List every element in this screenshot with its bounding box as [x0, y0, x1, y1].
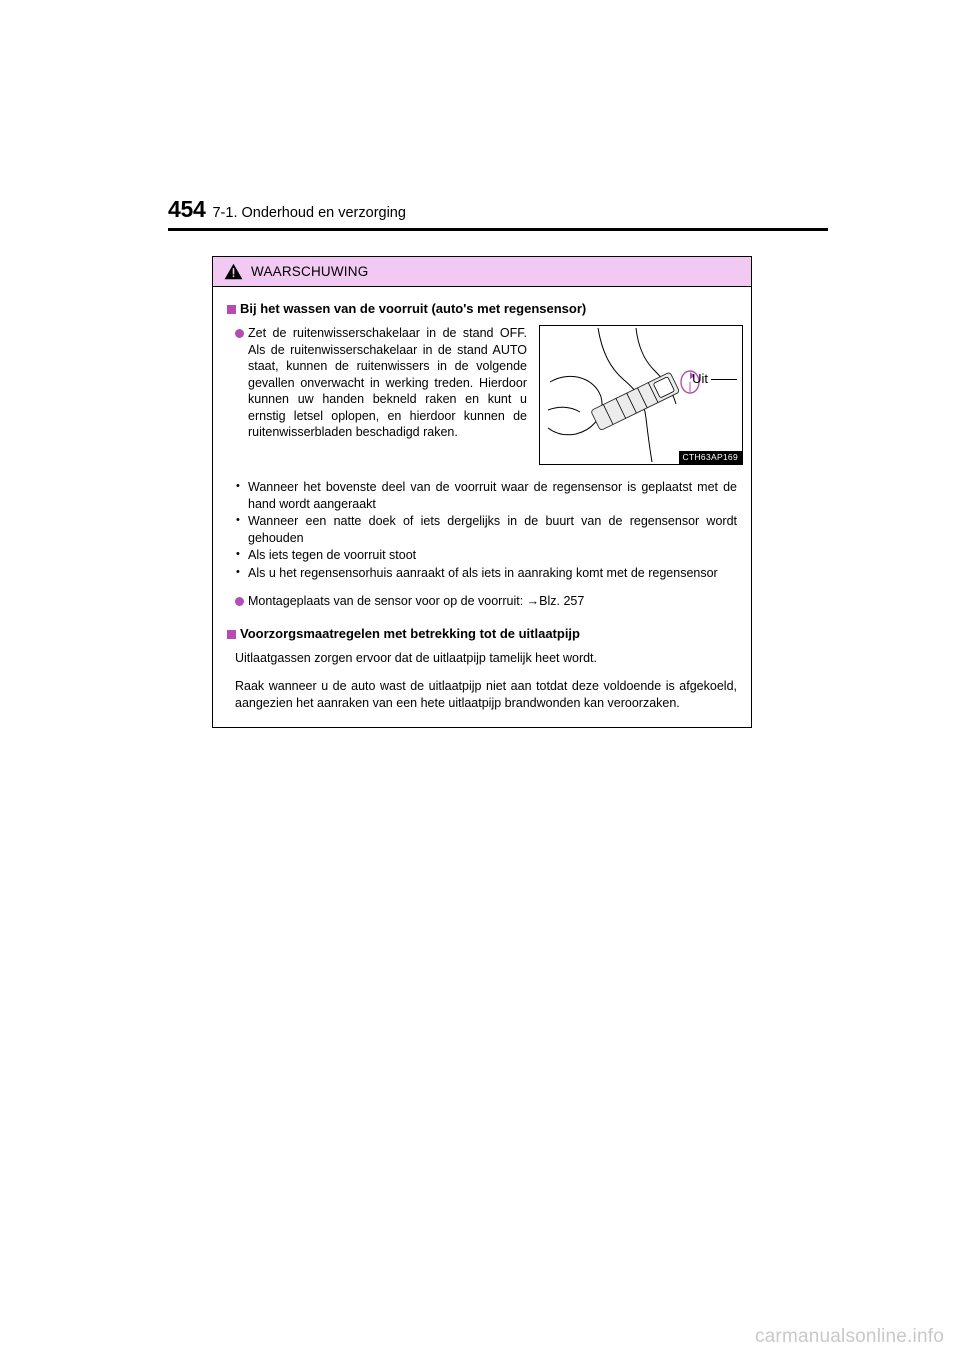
warning-heading-exhaust-text: Voorzorgsmaatregelen met betrekking tot de uitlaatpijp — [240, 625, 580, 641]
dot-bullet-icon — [235, 329, 244, 338]
section-title: 7-1. Onderhoud en verzorging — [212, 205, 406, 221]
warning-heading-windshield-text: Bij het wassen van de voorruit (auto's met regensensor) — [240, 301, 587, 316]
warning-body — [213, 287, 751, 727]
warning-heading-windshield — [227, 301, 737, 316]
warning-bullet-list — [227, 479, 737, 581]
exhaust-paragraph-2: Raak wanneer u de auto wast de uitlaatpijp niet aan totdat deze voldoende is afgekoeld, aangezien het aanraken van een hete uitlaatpijp brandwonden kan veroorzaken. — [235, 679, 737, 710]
sensor-reference-line — [227, 593, 737, 610]
warning-title-bar — [213, 257, 751, 287]
wiper-switch-figure — [539, 325, 743, 465]
header-divider — [168, 228, 828, 231]
list-item: • Wanneer een natte doek of iets dergelijks in de buurt van de regensensor wordt gehouden — [235, 513, 737, 546]
exhaust-paragraph-1: Uitlaatgassen zorgen ervoor dat de uitlaatpijp tamelijk heet wordt. — [235, 650, 598, 665]
warning-title-text: WAARSCHUWING — [251, 264, 369, 279]
list-item: • Als iets tegen de voorruit stoot — [235, 547, 737, 564]
list-item: • Als u het regensensorhuis aanraakt of als iets in aanraking komt met de regensensor — [235, 565, 737, 582]
sensor-reference-text: Montageplaats van de sensor voor op de voorruit: →Blz. 257 — [248, 594, 585, 608]
figure-label-off: Uit — [692, 371, 708, 386]
wiper-switch-illustration — [540, 326, 742, 464]
warning-body-text: Zet de ruitenwisserschakelaar in de stand OFF. Als de ruitenwisserschakelaar in de stand AUTO staat, kunnen de ruitenwissers in de volgende gevallen onverwacht in werking treden. Hierdoor kunnen uw handen bekneld raken en kunt u ernstig letsel oplopen, en hierdoor kunnen de ruitenwisserbladen beschadigd raken. — [248, 326, 527, 439]
figure-code: CTH63AP169 — [679, 451, 742, 464]
page-number: 454 — [168, 196, 206, 222]
warning-columns — [227, 325, 737, 465]
warning-box — [212, 256, 752, 728]
warning-heading-exhaust — [227, 626, 737, 641]
footer-watermark: carmanualsonline.info — [754, 1326, 944, 1347]
list-item: • Wanneer het bovenste deel van de voorruit waar de regensensor is geplaatst met de hand wordt aangeraakt — [235, 479, 737, 512]
warning-triangle-icon — [224, 263, 243, 280]
page-header — [168, 196, 828, 223]
figure-leader-line — [711, 379, 737, 380]
square-bullet-icon — [227, 305, 236, 314]
warning-body-text-block — [227, 325, 527, 441]
square-bullet-icon — [227, 630, 236, 639]
dot-bullet-icon — [235, 597, 244, 606]
